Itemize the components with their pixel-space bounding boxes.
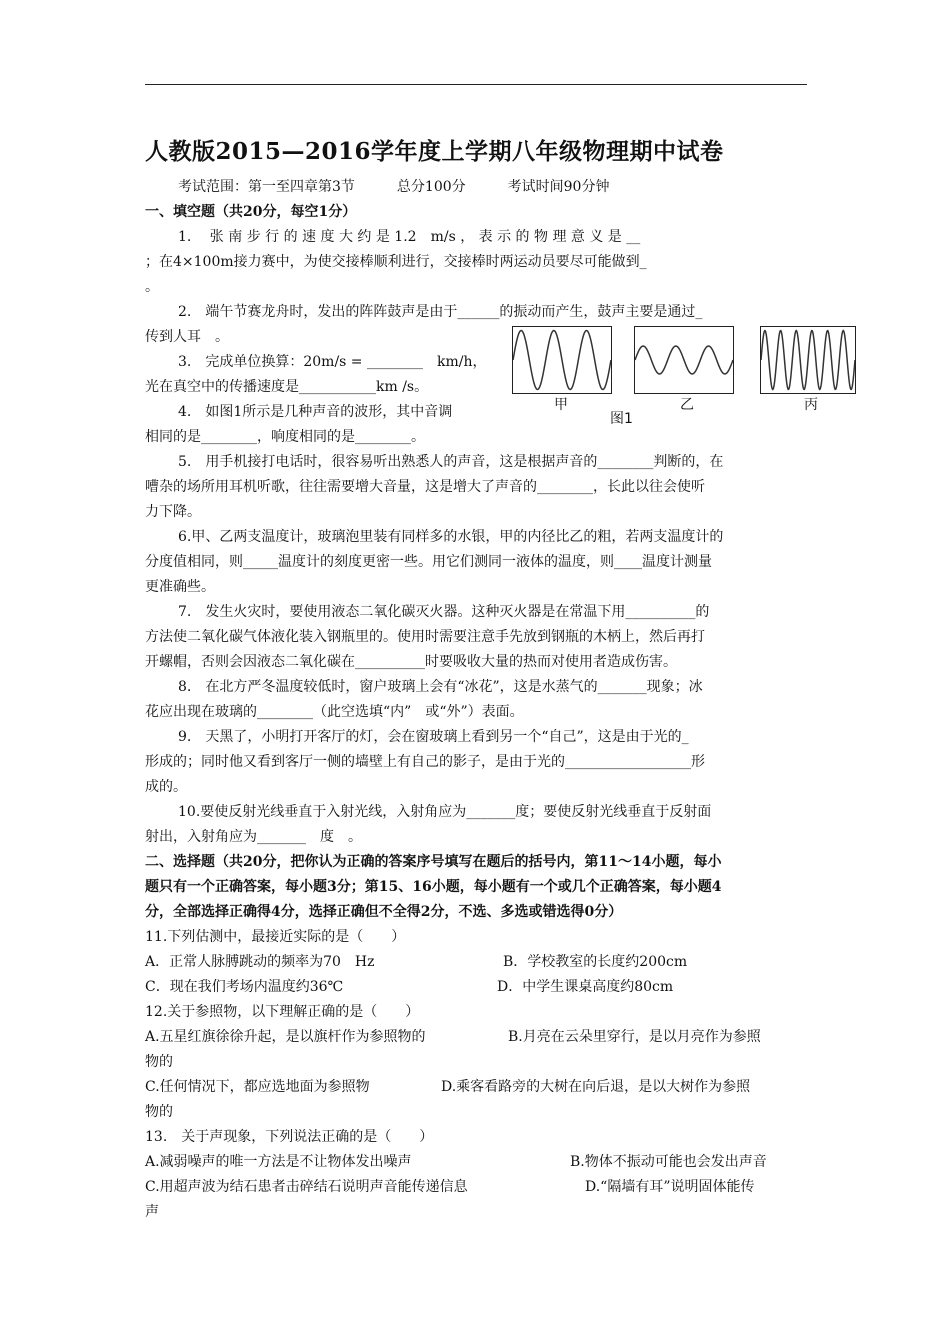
q1-line-1: 1. 张 南 步 行 的 速 度 大 约 是 1.2 m/s ， 表 示 的 物 理 意 义 是 __	[178, 229, 641, 245]
wave-label-yi: 乙	[680, 397, 694, 413]
page-title: 人教版2015—2016学年度上学期八年级物理期中试卷	[145, 138, 724, 165]
q7-line-1: 7. 发生火灾时，要使用液态二氧化碳灭火器。这种灭火器是在常温下用__________的	[178, 604, 710, 620]
q11-option-d: D．中学生课桌高度约80cm	[497, 979, 674, 995]
waveform-jia	[512, 326, 612, 394]
q4-line-1: 4. 如图1所示是几种声音的波形，其中音调	[178, 404, 453, 420]
q13-option-c: C.用超声波为结石患者击碎结石说明声音能传递信息	[145, 1179, 468, 1195]
wave-label-jia: 甲	[554, 397, 568, 413]
q8-line-2: 花应出现在玻璃的________（此空选填“内” 或“外”）表面。	[145, 704, 524, 720]
wave-label-bing: 丙	[804, 397, 818, 413]
q9-line-3: 成的。	[145, 779, 187, 795]
q1-line-2: ；在4×100m接力赛中，为使交接棒顺利进行，交接棒时两运动员要尽可能做到_	[145, 254, 647, 270]
section-1-heading: 一、填空题（共20分，每空1分）	[145, 204, 357, 220]
q12-option-c: C.任何情况下，都应选地面为参照物	[145, 1079, 370, 1095]
section-2-heading-3: 分，全部选择正确得4分，选择正确但不全得2分，不选、多选或错选得0分）	[145, 904, 623, 920]
q12-option-b-cont: 物的	[145, 1054, 173, 1070]
waveform-yi	[634, 326, 734, 394]
header-rule	[145, 84, 807, 85]
q11-stem: 11.下列估测中，最接近实际的是（ ）	[145, 929, 406, 945]
q6-line-1: 6.甲、乙两支温度计，玻璃泡里装有同样多的水银，甲的内径比乙的粗，若两支温度计的	[178, 529, 724, 545]
q11-option-c: C．现在我们考场内温度约36℃	[145, 979, 344, 995]
waveform-jia-svg	[513, 327, 611, 393]
q12-option-d-cont: 物的	[145, 1104, 173, 1120]
waveform-bing	[760, 326, 856, 394]
q5-line-1: 5. 用手机接打电话时，很容易听出熟悉人的声音，这是根据声音的________判断的，在	[178, 454, 724, 470]
figure-1-waveforms	[512, 322, 856, 432]
q10-line-2: 射出，入射角应为_______ 度 。	[145, 829, 362, 845]
exam-info: 考试范围：第一至四章第3节 总分100分 考试时间90分钟	[178, 179, 610, 195]
q9-line-1: 9. 天黑了，小明打开客厅的灯，会在窗玻璃上看到另一个“自己”，这是由于光的_	[178, 729, 689, 745]
q11-option-a: A．正常人脉膊跳动的频率为70 Hz	[145, 954, 375, 970]
wave-curve-yi	[635, 346, 733, 374]
wave-curve-jia	[513, 331, 611, 390]
q6-line-3: 更准确些。	[145, 579, 215, 595]
q7-line-2: 方法使二氧化碳气体液化装入钢瓶里的。使用时需要注意手先放到钢瓶的木柄上，然后再打	[145, 629, 705, 645]
q8-line-1: 8. 在北方严冬温度较低时，窗户玻璃上会有“冰花”，这是水蒸气的_______现象；冰	[178, 679, 703, 695]
q13-option-d-cont: 声	[145, 1204, 159, 1220]
q5-line-3: 力下降。	[145, 504, 201, 520]
q13-option-d: D.“隔墙有耳”说明固体能传	[585, 1179, 755, 1195]
q12-option-d: D.乘客看路旁的大树在向后退，是以大树作为参照	[441, 1079, 751, 1095]
section-2-heading-2: 题只有一个正确答案，每小题3分；第15、16小题，每小题有一个或几个正确答案，每小题4	[145, 879, 722, 895]
waveform-yi-svg	[635, 327, 733, 393]
q2-line-2: 传到人耳 。	[145, 329, 229, 345]
q13-option-a: A.减弱噪声的唯一方法是不让物体发出噪声	[145, 1154, 412, 1170]
q6-line-2: 分度值相同，则_____温度计的刻度更密一些。用它们测同一液体的温度，则____温度计测量	[145, 554, 712, 570]
q1-line-3: 。	[145, 279, 159, 295]
q12-option-b: B.月亮在云朵里穿行，是以月亮作为参照	[508, 1029, 761, 1045]
q12-option-a: A.五星红旗徐徐升起，是以旗杆作为参照物的	[145, 1029, 426, 1045]
q3-line-1: 3. 完成单位换算：20m/s = ________ km/h，	[178, 354, 487, 370]
q7-line-3: 开螺帽，否则会因液态二氧化碳在__________时要吸收大量的热而对使用者造成伤害。	[145, 654, 677, 670]
q4-line-2: 相同的是________，响度相同的是________。	[145, 429, 425, 445]
section-2-heading-1: 二、选择题（共20分，把你认为正确的答案序号填写在题后的括号内，第11～14小题，每小	[145, 854, 722, 870]
q9-line-2: 形成的；同时他又看到客厅一侧的墙壁上有自己的影子，是由于光的__________________形	[145, 754, 705, 770]
q2-line-1: 2. 端午节赛龙舟时，发出的阵阵鼓声是由于______的振动而产生，鼓声主要是通过_	[178, 304, 703, 320]
q11-option-b: B．学校教室的长度约200cm	[503, 954, 688, 970]
q3-line-2: 光在真空中的传播速度是___________km /s。	[145, 379, 429, 395]
q13-stem: 13. 关于声现象，下列说法正确的是（ ）	[145, 1129, 434, 1145]
wave-curve-bing	[761, 331, 855, 390]
figure-caption: 图1	[610, 411, 633, 427]
q12-stem: 12.关于参照物，以下理解正确的是（ ）	[145, 1004, 420, 1020]
waveform-bing-svg	[761, 327, 855, 393]
q10-line-1: 10.要使反射光线垂直于入射光线，入射角应为_______度；要使反射光线垂直于反射面	[178, 804, 712, 820]
q5-line-2: 嘈杂的场所用耳机听歌，往往需要增大音量，这是增大了声音的________，长此以往会使听	[145, 479, 705, 495]
q13-option-b: B.物体不振动可能也会发出声音	[570, 1154, 767, 1170]
